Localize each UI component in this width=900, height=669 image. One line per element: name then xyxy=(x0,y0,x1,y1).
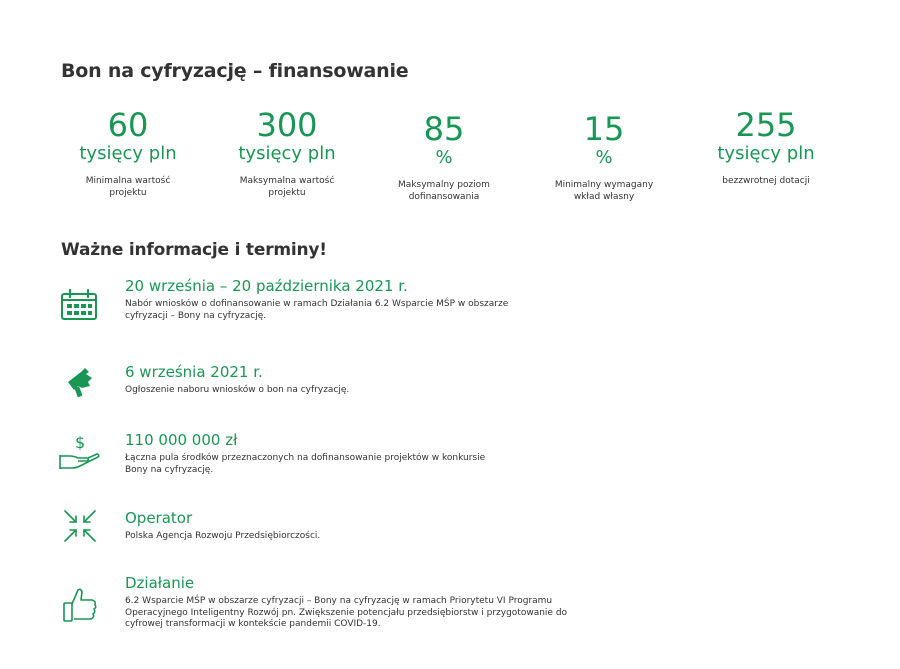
info-item-title: 20 września – 20 października 2021 r. xyxy=(125,277,408,295)
info-item-description: Ogłoszenie naboru wniosków o bon na cyfryzację. xyxy=(125,385,350,395)
info-item-description: 6.2 Wsparcie MŚP w obszarze cyfryzacji – Bony na cyfryzację w ramach Priorytetu VI Programu Operacyjnego Inteligentny Rozwój pn. Zwiększenie potencjału przedsiębiorstw i przygotowanie do cyfrowej transformacji w kontekście pandemii COVID-19. xyxy=(125,596,568,629)
info-item-announcement xyxy=(125,363,545,397)
info-item-title: 110 000 000 zł xyxy=(125,431,238,449)
stat-value: 300 xyxy=(256,106,318,144)
stat-grant xyxy=(686,108,846,187)
stat-unit: tysięcy pln xyxy=(238,143,336,164)
thumbs-up-icon xyxy=(62,586,98,630)
stat-value: 60 xyxy=(107,106,149,144)
stat-value: 85 xyxy=(423,110,465,148)
info-heading: Ważne informacje i terminy! xyxy=(61,240,327,260)
money-hand-icon xyxy=(58,432,102,476)
info-item-description: Polska Agencja Rozwoju Przedsiębiorczości. xyxy=(125,531,321,541)
stat-description: Minimalna wartość projektu xyxy=(85,176,171,198)
stat-min-project-value xyxy=(48,108,208,199)
stat-unit: % xyxy=(595,147,613,168)
stat-unit: % xyxy=(435,147,453,168)
info-item-title: 6 września 2021 r. xyxy=(125,363,263,381)
stat-max-project-value xyxy=(207,108,367,199)
stat-max-funding-level xyxy=(364,112,524,203)
calendar-icon xyxy=(60,289,98,325)
stat-description: Maksymalna wartość projektu xyxy=(239,176,335,198)
stat-value: 15 xyxy=(583,110,625,148)
stat-description: Maksymalny poziom dofinansowania xyxy=(398,180,490,202)
info-item-description: Łączna pula środków przeznaczonych na dofinansowanie projektów w konkursie Bony na cyfryzację. xyxy=(125,453,486,475)
stat-unit: tysięcy pln xyxy=(79,143,177,164)
info-item-total-budget xyxy=(125,431,505,476)
info-item-recruitment-period xyxy=(125,277,535,322)
info-item-measure xyxy=(125,574,575,631)
arrows-inward-icon xyxy=(62,508,98,548)
info-item-operator xyxy=(125,509,545,543)
stat-description: bezzwrotnej dotacji xyxy=(722,176,810,186)
info-item-description: Nabór wniosków o dofinansowanie w ramach Działania 6.2 Wsparcie MŚP w obszarze cyfryzacji – Bony na cyfryzację. xyxy=(125,299,509,321)
announcement-icon xyxy=(64,364,96,404)
financing-heading: Bon na cyfryzację – finansowanie xyxy=(61,60,409,82)
stat-description: Minimalny wymagany wkład własny xyxy=(554,180,654,202)
stat-unit: tysięcy pln xyxy=(717,143,815,164)
info-item-title: Działanie xyxy=(125,574,195,592)
stat-value: 255 xyxy=(735,106,797,144)
info-item-title: Operator xyxy=(125,509,193,527)
stat-min-own-contribution xyxy=(524,112,684,203)
svg-text:$: $ xyxy=(75,433,86,452)
